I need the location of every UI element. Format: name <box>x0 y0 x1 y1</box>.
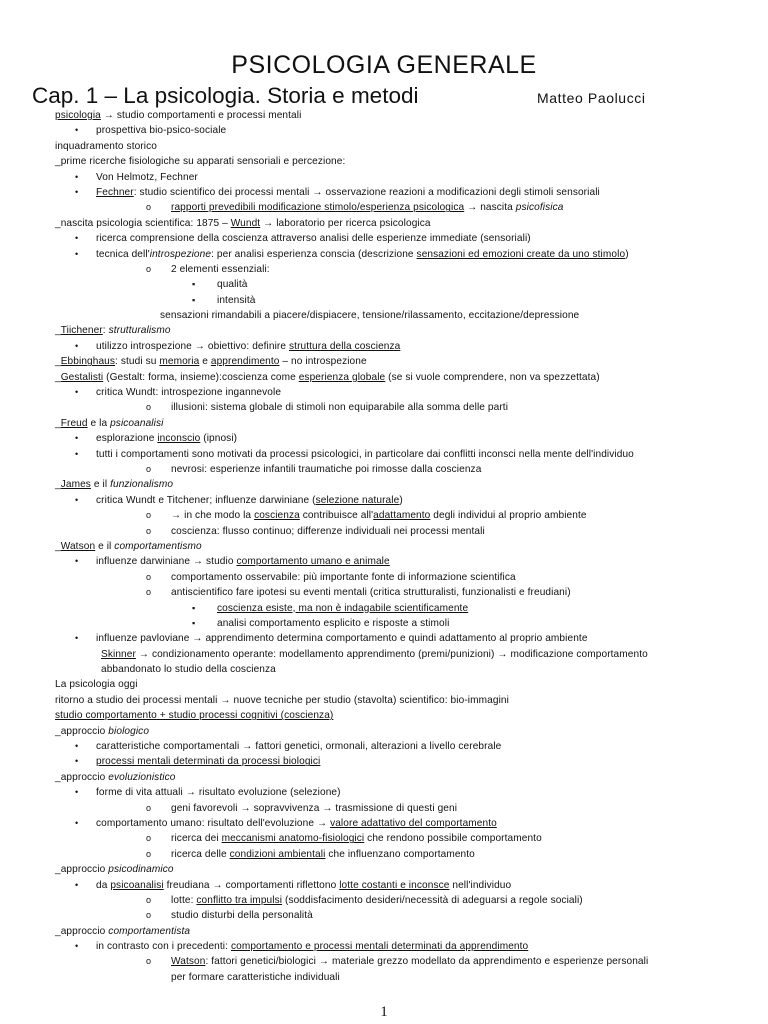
note-line <box>0 647 768 662</box>
note-line <box>0 370 768 385</box>
note-line <box>0 785 768 800</box>
note-text: da psicoanalisi freudiana → comportamenti riflettono lotte costanti e inconsce nell'individuo <box>96 879 512 891</box>
note-text: nevrosi: esperienze infantili traumatiche poi rimosse dalla coscienza <box>171 463 482 475</box>
note-line <box>0 477 768 492</box>
note-line <box>0 416 768 431</box>
note-line <box>0 693 768 708</box>
note-line <box>0 170 768 185</box>
page-number: 1 <box>380 1004 388 1020</box>
bullet-marker: • <box>75 941 79 952</box>
square-marker: ▪ <box>192 294 196 305</box>
circle-marker: o <box>146 910 152 921</box>
note-text: studio disturbi della personalità <box>171 910 313 922</box>
circle-marker: o <box>146 510 152 521</box>
note-text: influenze darwiniane → studio comportamento umano e animale <box>96 556 390 568</box>
note-text: sensazioni rimandabili a piacere/dispiacere, tensione/rilassamento, eccitazione/depressione <box>160 310 580 322</box>
note-text: Von Helmotz, Fechner <box>96 171 198 183</box>
note-line <box>0 831 768 846</box>
note-line <box>0 493 768 508</box>
note-text: inquadramento storico <box>55 140 157 152</box>
bullet-marker: • <box>75 233 79 244</box>
note-line <box>0 708 768 723</box>
note-text: illusioni: sistema globale di stimoli non equiparabile alla somma delle parti <box>171 402 509 414</box>
note-line <box>0 339 768 354</box>
note-line <box>0 308 768 323</box>
note-line <box>0 878 768 893</box>
bullet-marker: • <box>75 787 79 798</box>
note-line <box>0 847 768 862</box>
note-line <box>0 554 768 569</box>
circle-marker: o <box>146 202 152 213</box>
note-text: coscienza: flusso continuo; differenze individuali nei processi mentali <box>171 525 485 537</box>
note-line <box>0 123 768 138</box>
note-line <box>0 385 768 400</box>
note-text: _nascita psicologia scientifica: 1875 – Wundt → laboratorio per ricerca psicologica <box>55 217 431 229</box>
note-line <box>0 601 768 616</box>
note-text: _Ebbinghaus: studi su memoria e apprendimento – no introspezione <box>55 356 367 368</box>
note-line <box>0 354 768 369</box>
note-text: prospettiva bio-psico-sociale <box>96 125 227 137</box>
note-text: _Tiichener: strutturalismo <box>55 325 171 337</box>
bullet-marker: • <box>75 248 79 259</box>
note-text: analisi comportamento esplicito e risposte a stimoli <box>217 617 450 629</box>
note-text: antiscientifico fare ipotesi su eventi mentali (critica strutturalisti, funzionalisti e freudiani) <box>171 587 571 599</box>
note-line <box>0 677 768 692</box>
note-line <box>0 185 768 200</box>
note-text: qualità <box>217 279 248 291</box>
note-line <box>0 200 768 215</box>
note-line <box>0 924 768 939</box>
note-text: esplorazione inconscio (ipnosi) <box>96 433 238 445</box>
note-line <box>0 277 768 292</box>
note-line <box>0 662 768 677</box>
note-line <box>0 139 768 154</box>
chapter-title: Cap. 1 – La psicologia. Storia e metodi <box>32 83 419 108</box>
note-line <box>0 154 768 169</box>
note-text: _James e il funzionalismo <box>55 479 174 491</box>
note-line <box>0 816 768 831</box>
note-line <box>0 908 768 923</box>
note-text: critica Wundt: introspezione ingannevole <box>96 387 282 399</box>
note-text: studio comportamento + studio processi cognitivi (coscienza) <box>55 710 334 722</box>
bullet-marker: • <box>75 171 79 182</box>
note-line <box>0 724 768 739</box>
note-text: tecnica dell'introspezione: per analisi esperienza conscia (descrizione sensazioni ed emozioni create da uno stimolo) <box>96 248 629 260</box>
circle-marker: o <box>146 402 152 413</box>
note-text: Skinner → condizionamento operante: modellamento apprendimento (premi/punizioni) → modificazione comportamento <box>101 648 648 660</box>
note-text: Fechner: studio scientifico dei processi mentali → osservazione reazioni a modificazioni degli stimoli sensoriali <box>96 186 600 198</box>
note-line <box>0 739 768 754</box>
note-line <box>0 539 768 554</box>
bullet-marker: • <box>75 741 79 752</box>
note-text: 2 elementi essenziali: <box>171 263 270 275</box>
note-line <box>0 862 768 877</box>
note-text: comportamento umano: risultato dell'evoluzione → valore adattativo del comportamento <box>96 817 497 829</box>
bullet-marker: • <box>75 387 79 398</box>
note-line <box>0 570 768 585</box>
note-text: coscienza esiste, ma non è indagabile scientificamente <box>217 602 469 614</box>
notes-body <box>0 108 768 985</box>
note-line <box>0 585 768 600</box>
bullet-marker: • <box>75 756 79 767</box>
note-text: influenze pavloviane → apprendimento determina comportamento e quindi adattamento al proprio ambiente <box>96 633 588 645</box>
note-line <box>0 939 768 954</box>
note-line <box>0 893 768 908</box>
note-line <box>0 231 768 246</box>
bullet-marker: • <box>75 448 79 459</box>
note-text: _approccio comportamentista <box>55 925 191 937</box>
bullet-marker: • <box>75 879 79 890</box>
note-text: geni favorevoli → sopravvivenza → trasmissione di questi geni <box>171 802 458 814</box>
circle-marker: o <box>146 833 152 844</box>
bullet-marker: • <box>75 340 79 351</box>
note-line <box>0 431 768 446</box>
note-text: _approccio biologico <box>55 725 150 737</box>
note-text: _Gestalisti (Gestalt: forma, insieme):coscienza come esperienza globale (se si vuole comprendere, non va spezzettata) <box>55 371 600 383</box>
note-text: tutti i comportamenti sono motivati da processi psicologici, in particolare dai conflitti inconsci nella mente dell'individuo <box>96 448 634 460</box>
square-marker: ▪ <box>192 279 196 290</box>
bullet-marker: • <box>75 186 79 197</box>
note-text: in contrasto con i precedenti: comportamento e processi mentali determinati da apprendimento <box>96 941 529 953</box>
circle-marker: o <box>146 263 152 274</box>
note-text: ricerca comprensione della coscienza attraverso analisi delle esperienze immediate (sensoriali) <box>96 233 531 245</box>
note-text: intensità <box>217 294 256 306</box>
circle-marker: o <box>146 587 152 598</box>
square-marker: ▪ <box>192 617 196 628</box>
note-line <box>0 262 768 277</box>
note-text: abbandonato lo studio della coscienza <box>101 664 276 676</box>
note-line <box>0 631 768 646</box>
note-line <box>0 400 768 415</box>
note-text: caratteristiche comportamentali → fattori genetici, ormonali, alterazioni a livello cerebrale <box>96 741 502 753</box>
note-line <box>0 508 768 523</box>
note-text: La psicologia oggi <box>55 679 138 691</box>
note-text: rapporti prevedibili modificazione stimolo/esperienza psicologica → nascita psicofisica <box>171 202 564 214</box>
note-line <box>0 801 768 816</box>
note-line <box>0 323 768 338</box>
author-name: Matteo Paolucci <box>537 90 646 106</box>
note-text: comportamento osservabile: più importante fonte di informazione scientifica <box>171 571 516 583</box>
circle-marker: o <box>146 956 152 967</box>
circle-marker: o <box>146 571 152 582</box>
note-text: Watson: fattori genetici/biologici → materiale grezzo modellato da apprendimento e esperienze personali <box>171 956 649 968</box>
circle-marker: o <box>146 463 152 474</box>
note-text: _prime ricerche fisiologiche su apparati sensoriali e percezione: <box>55 156 346 168</box>
note-text: lotte: conflitto tra impulsi (soddisfacimento desideri/necessità di adeguarsi a regole sociali) <box>171 894 583 906</box>
square-marker: ▪ <box>192 602 196 613</box>
bullet-marker: • <box>75 433 79 444</box>
note-line <box>0 216 768 231</box>
note-line <box>0 108 768 123</box>
note-line <box>0 770 768 785</box>
note-text: critica Wundt e Titchener; influenze darwiniane (selezione naturale) <box>96 494 403 506</box>
note-text: processi mentali determinati da processi biologici <box>96 756 321 768</box>
circle-marker: o <box>146 525 152 536</box>
circle-marker: o <box>146 848 152 859</box>
note-text: _Watson e il comportamentismo <box>55 540 202 552</box>
note-line <box>0 447 768 462</box>
circle-marker: o <box>146 802 152 813</box>
note-line <box>0 970 768 985</box>
note-line <box>0 754 768 769</box>
note-line <box>0 247 768 262</box>
note-line <box>0 293 768 308</box>
note-line <box>0 954 768 969</box>
note-text: ritorno a studio dei processi mentali → nuove tecniche per studio (stavolta) scientifico: bio-immagini <box>55 694 509 706</box>
bullet-marker: • <box>75 125 79 136</box>
bullet-marker: • <box>75 556 79 567</box>
note-text: _approccio psicodinamico <box>55 864 174 876</box>
circle-marker: o <box>146 894 152 905</box>
note-line <box>0 616 768 631</box>
bullet-marker: • <box>75 633 79 644</box>
note-text: forme di vita attuali → risultato evoluzione (selezione) <box>96 787 341 799</box>
note-line <box>0 462 768 477</box>
bullet-marker: • <box>75 494 79 505</box>
note-text: ricerca delle condizioni ambientali che influenzano comportamento <box>171 848 475 860</box>
note-text: per formare caratteristiche individuali <box>171 971 340 983</box>
note-text: _approccio evoluzionistico <box>55 771 176 783</box>
note-text: _Freud e la psicoanalisi <box>55 417 164 429</box>
document-title: PSICOLOGIA GENERALE <box>231 51 537 79</box>
note-text: psicologia → studio comportamenti e processi mentali <box>55 110 302 121</box>
bullet-marker: • <box>75 817 79 828</box>
note-text: → in che modo la coscienza contribuisce all'adattamento degli individui al proprio ambiente <box>171 510 587 522</box>
note-text: utilizzo introspezione → obiettivo: definire struttura della coscienza <box>96 340 401 352</box>
note-line <box>0 524 768 539</box>
note-text: ricerca dei meccanismi anatomo-fisiologici che rendono possibile comportamento <box>171 833 542 845</box>
